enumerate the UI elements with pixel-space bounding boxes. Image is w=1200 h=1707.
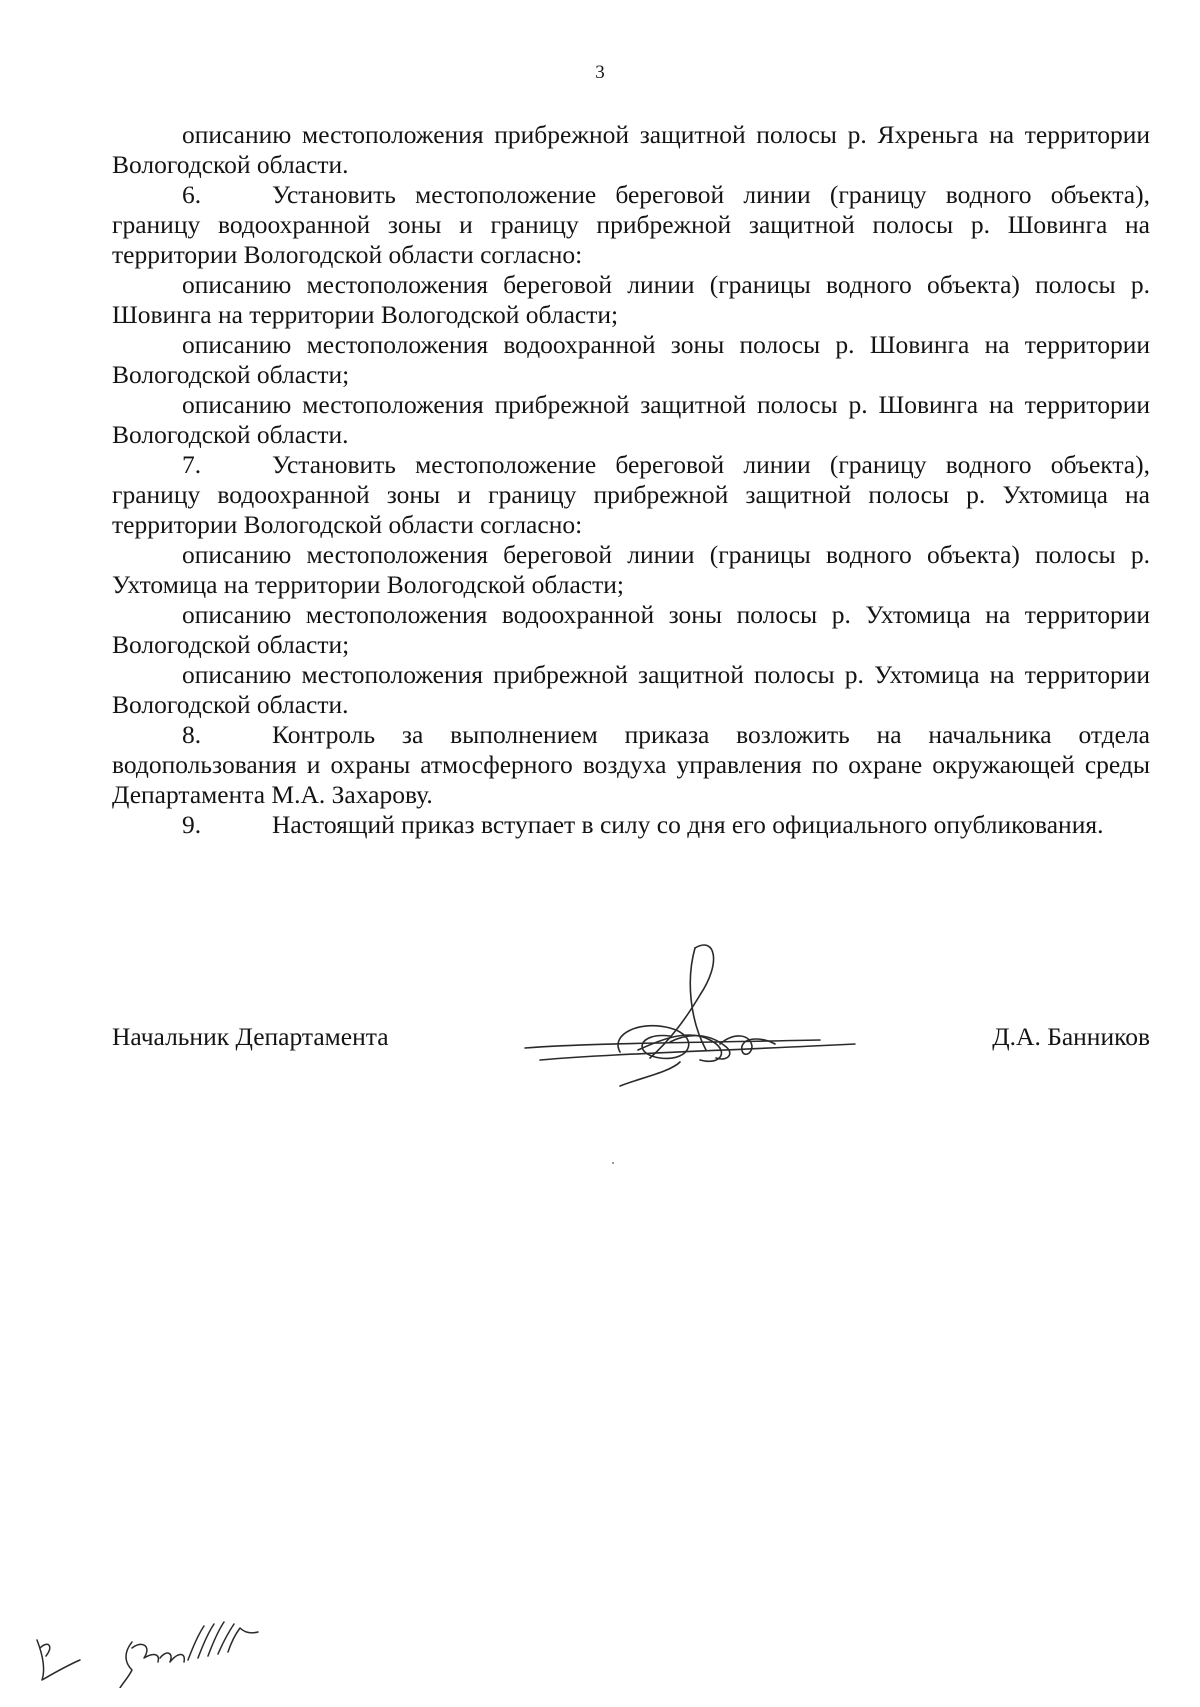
numbered-paragraph-6 [112, 180, 1150, 270]
sub-paragraph [112, 660, 1150, 720]
item-number: 7. [182, 450, 202, 479]
item-number: 6. [182, 180, 202, 209]
paragraph-text: описанию местоположения прибрежной защитной полосы р. Яхреньга на территории Вологодской области. [112, 120, 1150, 179]
sub-paragraph [112, 330, 1150, 390]
item-number: 9. [182, 810, 202, 839]
sub-paragraph [112, 390, 1150, 450]
paragraph-continuation [112, 120, 1150, 180]
paragraph-text: Установить местоположение береговой линии (границу водного объекта), границу водоохранной зоны и границу прибрежной защитной полосы р. Ухтомица на территории Вологодской области согласно: [112, 450, 1150, 539]
handwritten-initials [32, 1618, 272, 1688]
item-number: 8. [182, 720, 202, 749]
numbered-paragraph-7 [112, 450, 1150, 540]
paragraph-text: Настоящий приказ вступает в силу со дня его официального опубликования. [272, 810, 1104, 839]
paragraph-text: описанию местоположения водоохранной зоны полосы р. Шовинга на территории Вологодской области; [112, 330, 1150, 389]
paragraph-text: Контроль за выполнением приказа возложить на начальника отдела водопользования и охраны атмосферного воздуха управления по охране окружающей среды Департамента М.А. Захарову. [112, 720, 1150, 809]
document-body [112, 120, 1150, 840]
paragraph-text: описанию местоположения прибрежной защитной полосы р. Ухтомица на территории Вологодской области. [112, 660, 1150, 719]
signatory-title: Начальник Департамента [112, 1022, 389, 1051]
signatory-name: Д.А. Банников [992, 1022, 1150, 1051]
scan-artifact [612, 1162, 614, 1164]
page-number: 3 [595, 62, 605, 83]
paragraph-text: описанию местоположения береговой линии (границы водного объекта) полосы р. Ухтомица на территории Вологодской области; [112, 540, 1150, 599]
paragraph-text: Установить местоположение береговой линии (границу водного объекта), границу водоохранной зоны и границу прибрежной защитной полосы р. Шовинга на территории Вологодской области согласно: [112, 180, 1150, 269]
paragraph-text: описанию местоположения береговой линии (границы водного объекта) полосы р. Шовинга на территории Вологодской области; [112, 270, 1150, 329]
numbered-paragraph-8 [112, 720, 1150, 810]
sub-paragraph [112, 270, 1150, 330]
paragraph-text: описанию местоположения прибрежной защитной полосы р. Шовинга на территории Вологодской области. [112, 390, 1150, 449]
numbered-paragraph-9 [112, 810, 1150, 840]
sub-paragraph [112, 540, 1150, 600]
handwritten-signature [520, 940, 870, 1090]
sub-paragraph [112, 600, 1150, 660]
paragraph-text: описанию местоположения водоохранной зоны полосы р. Ухтомица на территории Вологодской области; [112, 600, 1150, 659]
